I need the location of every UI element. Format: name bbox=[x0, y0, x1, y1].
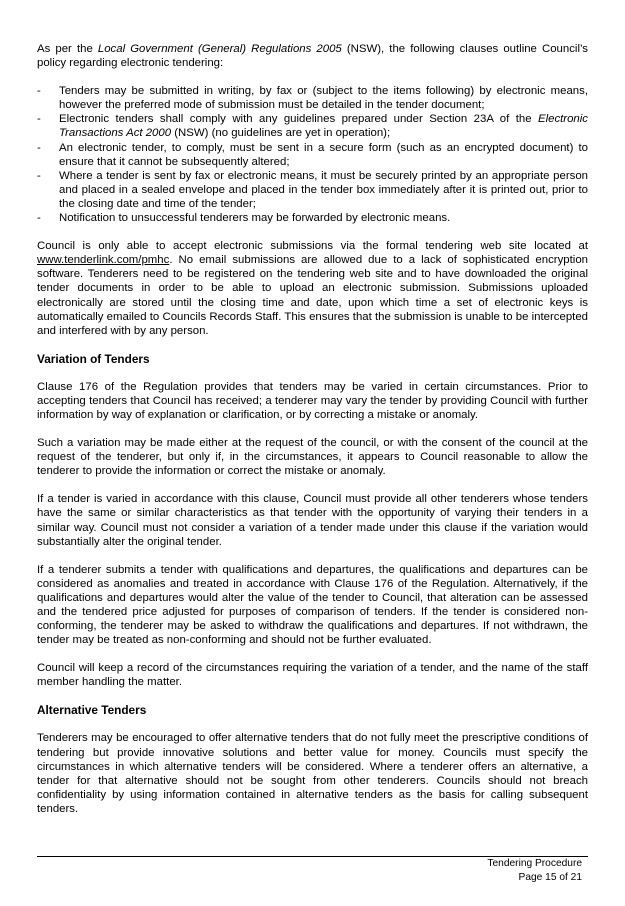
clause-text: Electronic tenders shall comply with any guidelines prepared under Section 23A of the bbox=[59, 113, 538, 126]
intro-text-post: (NSW), the following clauses outline Council’s policy regarding electronic tendering: bbox=[37, 43, 588, 70]
paragraph: Tenderers may be encouraged to offer alternative tenders that do not fully meet the prescriptive conditions of tendering but provide innovative solutions and better value for money. Councils must specify the circumstances in which alternative tenders will be considered. Where a tenderer offers an alternative, a tender for that alternative should not be sought from other tenderers. Councils should not breach confidentiality by using information contained in alternative tenders as the basis for calling subsequent tenders. bbox=[37, 732, 588, 815]
list-item bbox=[37, 141, 588, 169]
intro-paragraph bbox=[37, 42, 588, 70]
dash-bullet: - bbox=[37, 85, 41, 98]
footer-doc-title: Tendering Procedure bbox=[487, 858, 582, 869]
section-heading-alternative: Alternative Tenders bbox=[37, 703, 147, 718]
dash-bullet: - bbox=[37, 141, 41, 154]
paragraph: If a tender is varied in accordance with this clause, Council must provide all other tenderers whose tenders have the same or similar characteristics as that tender with the opportunity of varying their tenders in a similar way. Council must not consider a variation of a tender made under this clause if the variation would substantially alter the original tender. bbox=[37, 493, 588, 548]
paragraph: Clause 176 of the Regulation provides that tenders may be varied in certain circumstances. Prior to accepting tenders that Council has received; a tenderer may vary the tender by providing Council with further information by way of explanation or clarification, or by correcting a mistake or anomaly. bbox=[37, 380, 588, 421]
footer-page-number: Page 15 of 21 bbox=[518, 871, 582, 883]
list-item bbox=[37, 169, 588, 211]
regulation-title: Local Government (General) Regulations 2005 bbox=[97, 43, 342, 55]
paragraph: Such a variation may be made either at the request of the council, or with the consent of the council at the request of the tenderer, but only if, in the circumstances, it appears to Council reasonable to allow the tenderer to provide the information or correct the mistake or anomaly. bbox=[37, 437, 588, 478]
clause-text: Notification to unsuccessful tenderers may be forwarded by electronic means. bbox=[59, 212, 451, 225]
intro-text-pre: As per the bbox=[37, 43, 98, 55]
electronic-submissions-paragraph bbox=[37, 239, 588, 338]
list-item bbox=[37, 112, 588, 140]
clause-text: (NSW) (no guidelines are yet in operation); bbox=[171, 127, 391, 140]
paragraph-text: Council is only able to accept electronic submissions via the formal tendering web site located at bbox=[37, 240, 588, 253]
dash-bullet: - bbox=[37, 169, 41, 182]
paragraph-text: . No email submissions are allowed due to a lack of sophisticated encryption software. Tenderers need to be registered on the tendering web site and to have downloaded the original tender documents in order to be able to upload an electronic submission. Submissions uploaded electronically are stored until the closing time and date, upon which time a set of electronic keys is automatically emailed to Councils Records Staff. This ensures that the submission is unable to be intercepted and interfered with by any person. bbox=[37, 254, 588, 337]
tenderlink-link[interactable]: www.tenderlink.com/pmhc bbox=[37, 254, 170, 267]
paragraph: Council will keep a record of the circumstances requiring the variation of a tender, and the name of the staff member handling the matter. bbox=[37, 662, 588, 689]
document-body bbox=[37, 42, 588, 830]
section-heading-variation: Variation of Tenders bbox=[37, 351, 150, 366]
dash-bullet: - bbox=[37, 212, 41, 225]
clause-list bbox=[37, 84, 588, 225]
list-item bbox=[37, 84, 588, 112]
page-footer bbox=[37, 856, 588, 884]
act-title: Electronic Transactions Act 2000 bbox=[59, 113, 588, 140]
clause-text: Tenders may be submitted in writing, by fax or (subject to the items following) by electronic means, however the preferred mode of submission must be detailed in the tender document; bbox=[59, 85, 588, 112]
dash-bullet: - bbox=[37, 113, 41, 126]
clause-text: An electronic tender, to comply, must be sent in a secure form (such as an encrypted document) to ensure that it cannot be subsequently altered; bbox=[59, 141, 588, 168]
clause-text: Where a tender is sent by fax or electronic means, it must be securely printed by an appropriate person and placed in a sealed envelope and placed in the tender box immediately after it is printed out, prior to the closing date and time of the tender; bbox=[59, 169, 588, 210]
paragraph: If a tenderer submits a tender with qualifications and departures, the qualifications and departures can be considered as anomalies and treated in accordance with Clause 176 of the Regulation. Alternatively, if the qualifications and departures would alter the value of the tender to Council, that alteration can be assessed and the tendered price adjusted for purposes of comparison of tenders. If the tender is considered non-conforming, the tenderer may be asked to withdraw the qualifications and departures. If not withdrawn, the tender may be treated as non-conforming and should not be further evaluated. bbox=[37, 563, 588, 647]
list-item bbox=[37, 211, 588, 225]
